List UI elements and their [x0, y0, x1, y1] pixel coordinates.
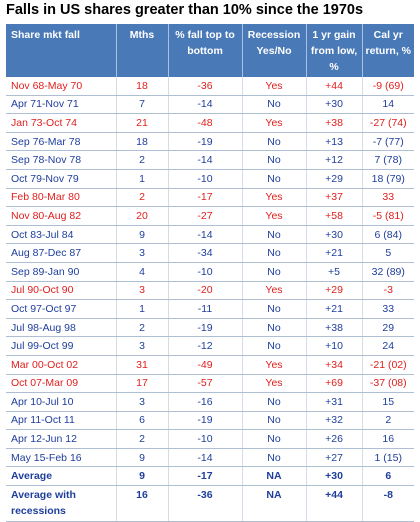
cell-period: Nov 68-May 70: [6, 77, 116, 95]
cell-return: 2: [362, 411, 414, 430]
cell-months: 18: [116, 77, 168, 95]
cell-return: -3: [362, 281, 414, 300]
cell-fall: -27: [168, 207, 242, 226]
summary-cell-gain: +44: [306, 486, 362, 522]
cell-period: Apr 71-Nov 71: [6, 95, 116, 114]
header-period: Share mkt fall: [6, 24, 116, 77]
cell-period: Sep 76-Mar 78: [6, 132, 116, 151]
cell-recession: No: [242, 225, 306, 244]
cell-return: -27 (74): [362, 114, 414, 133]
table-row: [6, 207, 414, 226]
summary-cell-period: Average with recessions: [6, 486, 116, 522]
cell-fall: -57: [168, 374, 242, 393]
cell-gain: +31: [306, 393, 362, 412]
table-row: [6, 188, 414, 207]
summary-cell-return: -8: [362, 486, 414, 522]
cell-return: 29: [362, 318, 414, 337]
cell-gain: +10: [306, 337, 362, 356]
table-row: [6, 77, 414, 95]
cell-period: Feb 80-Mar 80: [6, 188, 116, 207]
cell-months: 31: [116, 355, 168, 374]
summary-cell-period: Average: [6, 467, 116, 486]
cell-gain: +21: [306, 244, 362, 263]
cell-months: 3: [116, 337, 168, 356]
summary-cell-fall: -36: [168, 486, 242, 522]
cell-period: Apr 10-Jul 10: [6, 393, 116, 412]
cell-return: 5: [362, 244, 414, 263]
cell-fall: -20: [168, 281, 242, 300]
cell-recession: No: [242, 244, 306, 263]
cell-months: 2: [116, 430, 168, 449]
table-row: [6, 430, 414, 449]
cell-recession: No: [242, 318, 306, 337]
table-body: [6, 77, 414, 522]
cell-period: Mar 00-Oct 02: [6, 355, 116, 374]
cell-gain: +12: [306, 151, 362, 170]
table-row: [6, 337, 414, 356]
cell-return: -9 (69): [362, 77, 414, 95]
cell-fall: -16: [168, 393, 242, 412]
cell-recession: Yes: [242, 355, 306, 374]
cell-months: 6: [116, 411, 168, 430]
table-row: [6, 318, 414, 337]
cell-fall: -34: [168, 244, 242, 263]
cell-months: 3: [116, 281, 168, 300]
cell-recession: No: [242, 393, 306, 412]
cell-gain: +13: [306, 132, 362, 151]
table-row: [6, 95, 414, 114]
cell-gain: +29: [306, 169, 362, 188]
cell-return: -37 (08): [362, 374, 414, 393]
cell-recession: No: [242, 300, 306, 319]
header-gain: 1 yr gain from low, %: [306, 24, 362, 77]
cell-fall: -19: [168, 411, 242, 430]
cell-months: 3: [116, 393, 168, 412]
cell-return: 14: [362, 95, 414, 114]
cell-months: 21: [116, 114, 168, 133]
cell-period: Jul 99-Oct 99: [6, 337, 116, 356]
table-row: [6, 281, 414, 300]
cell-return: 32 (89): [362, 262, 414, 281]
cell-gain: +44: [306, 77, 362, 95]
table-row: [6, 169, 414, 188]
cell-recession: No: [242, 337, 306, 356]
cell-fall: -48: [168, 114, 242, 133]
cell-gain: +30: [306, 225, 362, 244]
cell-return: 1 (15): [362, 448, 414, 467]
cell-return: 7 (78): [362, 151, 414, 170]
cell-period: Apr 12-Jun 12: [6, 430, 116, 449]
cell-recession: Yes: [242, 77, 306, 95]
summary-cell-return: 6: [362, 467, 414, 486]
cell-period: Oct 97-Oct 97: [6, 300, 116, 319]
cell-period: Nov 80-Aug 82: [6, 207, 116, 226]
summary-cell-recession: NA: [242, 467, 306, 486]
table-row: [6, 393, 414, 412]
cell-period: Apr 11-Oct 11: [6, 411, 116, 430]
cell-period: Aug 87-Dec 87: [6, 244, 116, 263]
cell-months: 3: [116, 244, 168, 263]
cell-gain: +34: [306, 355, 362, 374]
header-return: Cal yr return, %: [362, 24, 414, 77]
cell-return: 33: [362, 300, 414, 319]
cell-return: 33: [362, 188, 414, 207]
cell-gain: +38: [306, 318, 362, 337]
cell-period: Oct 79-Nov 79: [6, 169, 116, 188]
cell-recession: Yes: [242, 188, 306, 207]
cell-gain: +37: [306, 188, 362, 207]
summary-cell-months: 9: [116, 467, 168, 486]
cell-period: Jul 90-Oct 90: [6, 281, 116, 300]
cell-return: -7 (77): [362, 132, 414, 151]
cell-gain: +27: [306, 448, 362, 467]
cell-months: 2: [116, 151, 168, 170]
table-row: [6, 151, 414, 170]
cell-months: 17: [116, 374, 168, 393]
cell-recession: No: [242, 262, 306, 281]
table-row: [6, 411, 414, 430]
share-falls-table: [6, 24, 414, 522]
cell-recession: No: [242, 448, 306, 467]
cell-return: 18 (79): [362, 169, 414, 188]
cell-recession: Yes: [242, 374, 306, 393]
cell-fall: -17: [168, 188, 242, 207]
cell-gain: +21: [306, 300, 362, 319]
cell-months: 2: [116, 318, 168, 337]
cell-fall: -36: [168, 77, 242, 95]
table-row: [6, 132, 414, 151]
cell-recession: No: [242, 169, 306, 188]
cell-months: 1: [116, 169, 168, 188]
cell-period: May 15-Feb 16: [6, 448, 116, 467]
cell-gain: +5: [306, 262, 362, 281]
cell-months: 18: [116, 132, 168, 151]
cell-period: Sep 78-Nov 78: [6, 151, 116, 170]
summary-cell-recession: NA: [242, 486, 306, 522]
cell-return: 24: [362, 337, 414, 356]
cell-gain: +38: [306, 114, 362, 133]
table-row: [6, 355, 414, 374]
cell-months: 4: [116, 262, 168, 281]
cell-recession: No: [242, 151, 306, 170]
table-row: [6, 300, 414, 319]
cell-return: 6 (84): [362, 225, 414, 244]
table-row: [6, 244, 414, 263]
table-row: [6, 262, 414, 281]
header-fall: % fall top to bottom: [168, 24, 242, 77]
cell-fall: -10: [168, 430, 242, 449]
cell-months: 20: [116, 207, 168, 226]
cell-months: 7: [116, 95, 168, 114]
cell-fall: -14: [168, 448, 242, 467]
header-months: Mths: [116, 24, 168, 77]
cell-months: 9: [116, 225, 168, 244]
cell-fall: -14: [168, 95, 242, 114]
header-row: [6, 24, 414, 77]
cell-months: 9: [116, 448, 168, 467]
table-title: Falls in US shares greater than 10% since the 1970s: [6, 2, 364, 18]
cell-recession: No: [242, 132, 306, 151]
cell-gain: +29: [306, 281, 362, 300]
table-row: [6, 225, 414, 244]
cell-return: 16: [362, 430, 414, 449]
cell-recession: Yes: [242, 207, 306, 226]
cell-fall: -49: [168, 355, 242, 374]
cell-months: 2: [116, 188, 168, 207]
cell-gain: +58: [306, 207, 362, 226]
cell-recession: Yes: [242, 114, 306, 133]
cell-return: -21 (02): [362, 355, 414, 374]
cell-gain: +69: [306, 374, 362, 393]
cell-period: Jan 73-Oct 74: [6, 114, 116, 133]
summary-row: [6, 467, 414, 486]
cell-fall: -19: [168, 318, 242, 337]
cell-period: Jul 98-Aug 98: [6, 318, 116, 337]
cell-period: Oct 83-Jul 84: [6, 225, 116, 244]
cell-period: Oct 07-Mar 09: [6, 374, 116, 393]
header-recession: Recession Yes/No: [242, 24, 306, 77]
cell-recession: Yes: [242, 281, 306, 300]
cell-recession: No: [242, 430, 306, 449]
table-row: [6, 114, 414, 133]
cell-fall: -12: [168, 337, 242, 356]
cell-return: 15: [362, 393, 414, 412]
cell-gain: +32: [306, 411, 362, 430]
summary-cell-fall: -17: [168, 467, 242, 486]
cell-gain: +30: [306, 95, 362, 114]
cell-months: 1: [116, 300, 168, 319]
cell-recession: No: [242, 95, 306, 114]
cell-period: Sep 89-Jan 90: [6, 262, 116, 281]
cell-gain: +26: [306, 430, 362, 449]
cell-return: -5 (81): [362, 207, 414, 226]
summary-cell-months: 16: [116, 486, 168, 522]
cell-fall: -14: [168, 151, 242, 170]
cell-fall: -10: [168, 169, 242, 188]
cell-fall: -11: [168, 300, 242, 319]
cell-fall: -14: [168, 225, 242, 244]
table-row: [6, 448, 414, 467]
summary-cell-gain: +30: [306, 467, 362, 486]
cell-fall: -19: [168, 132, 242, 151]
summary-row: [6, 486, 414, 522]
cell-recession: No: [242, 411, 306, 430]
cell-fall: -10: [168, 262, 242, 281]
table-row: [6, 374, 414, 393]
